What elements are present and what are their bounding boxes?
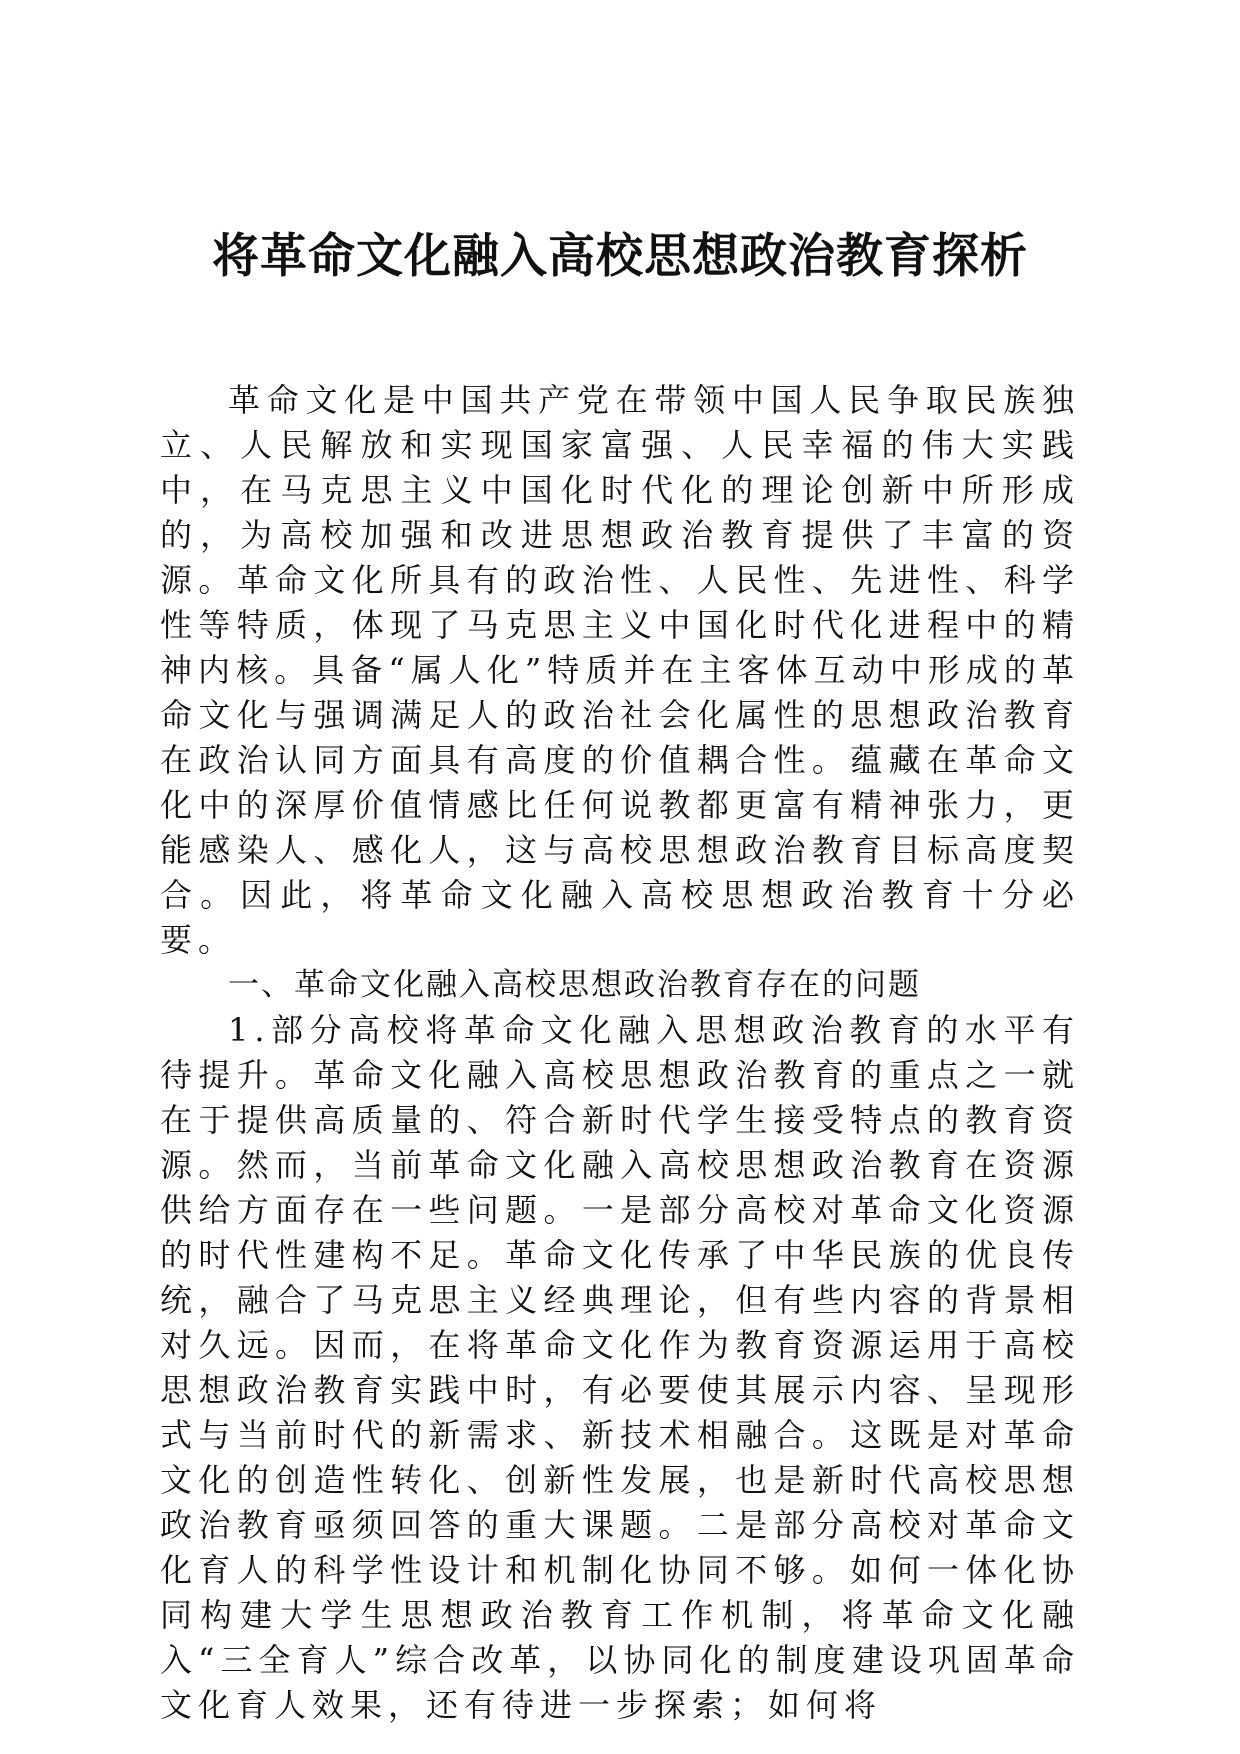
section-heading-1: 一、革命文化融入高校思想政治教育存在的问题 [228, 967, 921, 1003]
intro-paragraph: 革命文化是中国共产党在带领中国人民争取民族独立、人民解放和实现国家富强、人民幸福的伟大实践中，在马克思主义中国化时代化的理论创新中所形成的，为高校加强和改进思想政治教育提供了丰富的资源。革命文化所具有的政治性、人民性、先进性、科学性等特质，体现了马克思主义中国化时代化进程中的精神内核。具备“属人化”特质并在主客体互动中形成的革命文化与强调满足人的政治社会化属性的思想政治教育在政治认同方面具有高度的价值耦合性。蕴藏在革命文化中的深厚价值情感比任何说教都更富有精神张力，更能感染人、感化人，这与高校思想政治教育目标高度契合。因此，将革命文化融入高校思想政治教育十分必要。 [160, 381, 1080, 959]
document-title: 将革命文化融入高校思想政治教育探析 [212, 229, 1028, 284]
section1-item1-title: 1.部分高校将革命文化融入思想政治教育的水平有待提升。 [160, 1011, 1080, 1094]
document-body [160, 378, 1080, 1728]
section1-item1-body: 革命文化融入高校思想政治教育的重点之一就在于提供高质量的、符合新时代学生接受特点的教育资源。然而，当前革命文化融入高校思想政治教育在资源供给方面存在一些问题。一是部分高校对革命文化资源的时代性建构不足。革命文化传承了中华民族的优良传统，融合了马克思主义经典理论，但有些内容的背景相对久远。因而，在将革命文化作为教育资源运用于高校思想政治教育实践中时，有必要使其展示内容、呈现形式与当前时代的新需求、新技术相融合。这既是对革命文化的创造性转化、创新性发展，也是新时代高校思想政治教育亟须回答的重大课题。二是部分高校对革命文化育人的科学性设计和机制化协同不够。如何一体化协同构建大学生思想政治教育工作机制，将革命文化融入“三全育人”综合改革，以协同化的制度建设巩固革命文化育人效果，还有待进一步探索；如何将 [160, 1056, 1080, 1724]
section1-item1-paragraph [160, 1008, 1080, 1728]
